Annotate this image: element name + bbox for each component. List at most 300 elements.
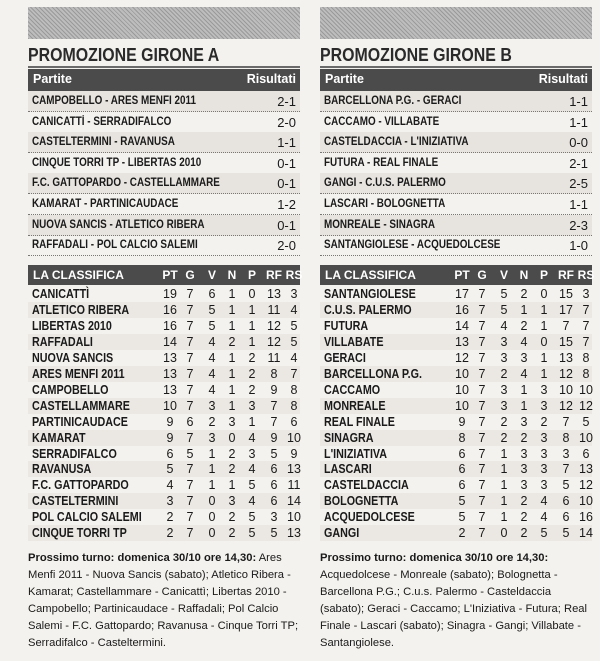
standings-col-rs: RS (285, 268, 303, 282)
standings-row (320, 334, 592, 350)
standings-value: 6 (166, 446, 174, 461)
standings-value: 3 (208, 430, 216, 445)
standings-value: 2 (228, 462, 236, 477)
standings-value: 2 (520, 318, 528, 333)
standings-value: 5 (500, 302, 508, 317)
standings-value: 6 (562, 510, 570, 525)
standings-col-n: N (519, 268, 529, 282)
match-score: 1-1 (277, 135, 296, 151)
match-row (28, 132, 300, 153)
match-score: 1-1 (569, 197, 588, 212)
match-score: 2-0 (277, 238, 296, 254)
standings-value: 13 (287, 526, 301, 541)
standings-value: 7 (478, 398, 486, 413)
standings-value: 4 (208, 366, 216, 381)
standings-value: 13 (455, 334, 469, 349)
next-round-fixtures: Acquedolcese - Monreale (sabato); Bolognetta - Barcellona P.G.; C.u.s. Palermo - Casteldaccia (sabato); Geraci - Caccamo; L'Iniziativa - Futura; Real Finale - Lascari (sabato); Sinagra - Gangi; Villabate - Santangiolese. (320, 569, 588, 649)
standings-value: 1 (248, 414, 256, 429)
standings-value: 6 (562, 494, 570, 509)
standings-value: 2 (458, 526, 466, 541)
standings-value: 2 (520, 526, 528, 541)
standings-value: 13 (163, 350, 177, 365)
standings-value: 9 (290, 446, 298, 461)
standings-value: 3 (500, 334, 508, 349)
standings-value: 1 (520, 398, 528, 413)
standings-value: 10 (579, 494, 593, 509)
standings-value: 9 (166, 414, 174, 429)
standings-value: 4 (520, 334, 528, 349)
standings-value: 5 (562, 478, 570, 493)
standings-title: LA CLASSIFICA (325, 268, 416, 282)
standings-col-pt: PT (454, 268, 470, 282)
standings-value: 10 (455, 382, 469, 397)
standings-value: 5 (500, 287, 508, 301)
standings-value: 7 (478, 446, 486, 461)
standings-value: 8 (582, 350, 590, 365)
next-round-label: Prossimo turno: domenica 30/10 ore 14,30: (28, 552, 257, 564)
standings-value: 4 (540, 494, 548, 509)
standings-row (320, 461, 592, 477)
standings-team: RAFFADALI (32, 334, 93, 349)
standings-value: 10 (287, 430, 301, 445)
standings-value: 7 (186, 526, 194, 541)
standings-value: 7 (478, 302, 486, 317)
standings-value: 1 (520, 302, 528, 317)
standings-value: 4 (540, 510, 548, 525)
standings-value: 1 (540, 366, 548, 381)
standings-value: 5 (166, 462, 174, 477)
standings-value: 5 (208, 318, 216, 333)
standings-row (320, 350, 592, 366)
standings-value: 5 (248, 478, 256, 493)
standings-value: 9 (166, 430, 174, 445)
standings-value: 1 (500, 446, 508, 461)
match-teams: LASCARI - BOLOGNETTA (324, 198, 446, 210)
standings-value: 1 (208, 446, 216, 461)
standings-value: 7 (270, 414, 278, 429)
standings-value: 5 (458, 494, 466, 509)
standings-value: 5 (458, 510, 466, 525)
standings-value: 7 (478, 287, 486, 301)
standings-value: 12 (267, 334, 281, 349)
standings-row (320, 398, 592, 414)
results-header-results: Risultati (246, 72, 296, 86)
standings-value: 4 (248, 494, 256, 509)
standings-value: 17 (455, 287, 469, 301)
standings-value: 14 (579, 526, 593, 541)
standings-value: 2 (248, 382, 256, 397)
match-row (28, 153, 300, 174)
match-row (320, 173, 592, 194)
standings-value: 7 (186, 510, 194, 525)
standings-value: 3 (248, 446, 256, 461)
standings-value: 3 (500, 350, 508, 365)
standings-team: F.C. GATTOPARDO (32, 478, 129, 493)
standings-value: 5 (540, 526, 548, 541)
standings-value: 0 (500, 526, 508, 541)
standings-col-rf: RF (558, 268, 574, 282)
standings-team: L'INIZIATIVA (324, 446, 388, 461)
standings-team: C.U.S. PALERMO (324, 302, 412, 317)
standings-col-n: N (227, 268, 237, 282)
standings-value: 4 (248, 462, 256, 477)
match-row (320, 132, 592, 153)
standings-value: 7 (562, 462, 570, 477)
standings-team: CACCAMO (324, 382, 381, 397)
standings-value: 16 (579, 510, 593, 525)
standings-value: 7 (186, 318, 194, 333)
standings-value: 6 (270, 462, 278, 477)
title-divider (28, 66, 300, 68)
standings-row (28, 493, 300, 509)
standings-value: 3 (270, 510, 278, 525)
girone-title: PROMOZIONE GIRONE B (320, 44, 512, 65)
standings-value: 1 (208, 478, 216, 493)
standings-value: 2 (248, 350, 256, 365)
standings-value: 6 (270, 494, 278, 509)
standings-value: 1 (248, 318, 256, 333)
match-score: 0-1 (277, 155, 296, 171)
standings-value: 7 (478, 366, 486, 381)
standings-team: MONREALE (324, 398, 386, 413)
standings-value: 15 (559, 287, 573, 301)
standings-team: LASCARI (324, 462, 372, 477)
standings-team: BARCELLONA P.G. (324, 366, 422, 381)
standings-value: 4 (208, 382, 216, 397)
standings-col-g: G (185, 268, 195, 282)
standings-value: 3 (500, 382, 508, 397)
standings-value: 15 (559, 334, 573, 349)
standings-value: 4 (248, 430, 256, 445)
results-header-results: Risultati (538, 72, 588, 86)
standings-team: FUTURA (324, 318, 369, 333)
standings-header (28, 265, 303, 285)
standings-value: 7 (582, 334, 590, 349)
standings-value: 5 (248, 510, 256, 525)
match-teams: CAMPOBELLO - ARES MENFI 2011 (32, 95, 196, 107)
standings-value: 1 (228, 382, 236, 397)
standings-value: 6 (270, 478, 278, 493)
match-teams: RAFFADALI - POL CALCIO SALEMI (32, 239, 198, 252)
standings-value: 1 (500, 478, 508, 493)
standings-team: VILLABATE (324, 334, 384, 349)
standings-value: 1 (228, 366, 236, 381)
standings-value: 7 (186, 398, 194, 413)
standings-row (28, 302, 300, 318)
standings-value: 13 (163, 382, 177, 397)
standings-value: 2 (228, 526, 236, 541)
standings-team: KAMARAT (32, 430, 86, 445)
standings-value: 7 (478, 318, 486, 333)
standings-row (320, 493, 592, 509)
standings-value: 1 (500, 494, 508, 509)
standings-col-rs: RS (577, 268, 595, 282)
standings-value: 5 (290, 318, 298, 333)
standings-value: 5 (290, 334, 298, 349)
match-teams: GANGI - C.U.S. PALERMO (324, 177, 446, 190)
standings-value: 13 (579, 462, 593, 477)
standings-value: 4 (290, 350, 298, 365)
standings-value: 10 (559, 382, 573, 397)
standings-value: 3 (520, 462, 528, 477)
standings-value: 13 (287, 462, 301, 477)
standings-team: POL CALCIO SALEMI (32, 510, 142, 525)
standings-value: 10 (287, 510, 301, 525)
standings-team: LIBERTAS 2010 (32, 318, 112, 333)
standings-header (320, 265, 595, 285)
match-teams: CASTELDACCIA - L'INIZIATIVA (324, 136, 469, 149)
standings-value: 7 (478, 334, 486, 349)
standings-value: 3 (248, 398, 256, 413)
standings-value: 4 (166, 478, 174, 493)
standings-value: 6 (208, 287, 216, 301)
match-score: 1-2 (277, 197, 296, 212)
standings-value: 0 (208, 510, 216, 525)
standings-value: 3 (500, 398, 508, 413)
standings-value: 13 (559, 350, 573, 365)
results-header (320, 69, 592, 91)
standings-value: 0 (208, 526, 216, 541)
standings-value: 3 (540, 382, 548, 397)
standings-value: 12 (559, 398, 573, 413)
standings-value: 2 (500, 414, 508, 429)
standings-value: 3 (540, 398, 548, 413)
standings-value: 7 (478, 414, 486, 429)
standings-row (28, 414, 300, 430)
standings-value: 6 (458, 478, 466, 493)
standings-value: 10 (455, 366, 469, 381)
standings-team: CANICATTÌ (32, 287, 90, 301)
standings-col-g: G (477, 268, 487, 282)
standings-value: 7 (478, 462, 486, 477)
standings-row (28, 382, 300, 398)
standings-row (28, 477, 300, 493)
standings-row (28, 318, 300, 334)
standings-row (320, 477, 592, 493)
standings-value: 7 (186, 302, 194, 317)
standings-value: 2 (228, 446, 236, 461)
standings-row (320, 446, 592, 462)
standings-value: 1 (228, 318, 236, 333)
standings-value: 3 (520, 414, 528, 429)
standings-value: 7 (582, 302, 590, 317)
standings-value: 7 (478, 494, 486, 509)
match-row (320, 112, 592, 133)
standings-value: 9 (270, 430, 278, 445)
standings-value: 8 (582, 366, 590, 381)
standings-value: 1 (228, 287, 236, 301)
standings-value: 5 (248, 526, 256, 541)
standings-value: 2 (166, 526, 174, 541)
standings-row (28, 350, 300, 366)
match-row (28, 112, 300, 133)
standings-team: NUOVA SANCIS (32, 350, 114, 365)
match-teams: BARCELLONA P.G. - GERACI (324, 95, 462, 107)
standings-value: 13 (163, 366, 177, 381)
standings-title: LA CLASSIFICA (33, 268, 124, 282)
standings-value: 12 (267, 318, 281, 333)
standings-value: 10 (579, 382, 593, 397)
match-teams: CINQUE TORRI TP - LIBERTAS 2010 (32, 156, 202, 169)
standings-value: 7 (186, 366, 194, 381)
standings-value: 16 (163, 318, 177, 333)
standings-row (28, 446, 300, 462)
standings-value: 3 (228, 494, 236, 509)
standings-value: 2 (228, 510, 236, 525)
standings-value: 1 (540, 318, 548, 333)
standings-value: 1 (540, 350, 548, 365)
standings-value: 14 (287, 494, 301, 509)
standings-team: CASTELDACCIA (324, 478, 409, 493)
standings-value: 10 (455, 398, 469, 413)
standings-value: 3 (228, 414, 236, 429)
standings-value: 3 (520, 478, 528, 493)
standings-value: 0 (540, 287, 548, 301)
standings-col-v: V (499, 268, 508, 282)
standings-team: CASTELTERMINI (32, 494, 119, 509)
standings-value: 3 (208, 398, 216, 413)
match-teams: CASTELTERMINI - RAVANUSA (32, 136, 175, 149)
match-teams: F.C. GATTOPARDO - CASTELLAMMARE (32, 177, 220, 190)
match-score: 2-0 (277, 114, 296, 130)
header-band (320, 7, 592, 39)
standings-value: 7 (478, 526, 486, 541)
standings-value: 2 (520, 287, 528, 301)
standings-value: 7 (562, 414, 570, 429)
match-row (28, 215, 300, 236)
standings-row (320, 414, 592, 430)
match-score: 1-1 (569, 114, 588, 130)
standings-value: 5 (208, 302, 216, 317)
standings-value: 4 (290, 302, 298, 317)
standings-value: 7 (562, 318, 570, 333)
standings-value: 3 (582, 287, 590, 301)
results-header (28, 69, 300, 91)
standings-value: 4 (500, 318, 508, 333)
standings-value: 0 (228, 430, 236, 445)
standings-value: 12 (579, 478, 593, 493)
match-row (320, 235, 592, 256)
standings-value: 11 (267, 302, 281, 317)
standings-value: 2 (520, 510, 528, 525)
standings-row (28, 430, 300, 446)
title-divider (320, 66, 592, 68)
standings-value: 8 (270, 366, 278, 381)
next-round-fixtures: Ares Menfi 2011 - Nuova Sancis (sabato); Atletico Ribera - Kamarat; Castellammare - Canicattì; Libertas 2010 - Campobello; Partinicaudace - Raffadali; Pol Calcio Salemi - F.C. Gattopardo; Ravanusa - Cinque Torri TP; Serradifalco - Casteltermini. (28, 552, 299, 649)
results-header-matches: Partite (325, 72, 364, 86)
match-row (320, 153, 592, 174)
match-row (28, 173, 300, 194)
standings-team: CASTELLAMMARE (32, 398, 130, 413)
next-round (320, 550, 595, 652)
standings-value: 8 (290, 382, 298, 397)
standings-value: 14 (455, 318, 469, 333)
standings-team: CINQUE TORRI TP (32, 526, 127, 541)
standings-value: 1 (228, 350, 236, 365)
standings-row (320, 509, 592, 525)
standings-team: GERACI (324, 350, 366, 365)
standings-value: 12 (579, 398, 593, 413)
standings-value: 1 (500, 510, 508, 525)
match-teams: KAMARAT - PARTINICAUDACE (32, 198, 179, 210)
standings-team: SINAGRA (324, 430, 374, 445)
standings-col-v: V (207, 268, 216, 282)
standings-value: 1 (520, 382, 528, 397)
standings-value: 9 (458, 414, 466, 429)
standings-value: 1 (228, 398, 236, 413)
match-row (28, 194, 300, 215)
standings-value: 2 (500, 366, 508, 381)
standings-value: 16 (163, 302, 177, 317)
standings-value: 0 (248, 287, 256, 301)
standings-value: 4 (208, 350, 216, 365)
standings-value: 3 (290, 287, 298, 301)
header-band (28, 7, 300, 39)
standings-value: 1 (540, 302, 548, 317)
standings-value: 2 (166, 510, 174, 525)
standings-value: 8 (562, 430, 570, 445)
match-score: 2-1 (277, 94, 296, 109)
match-score: 2-3 (569, 217, 588, 233)
standings-row (320, 302, 592, 318)
standings-value: 8 (290, 398, 298, 413)
standings-team: ARES MENFI 2011 (32, 366, 125, 381)
standings-value: 6 (458, 446, 466, 461)
standings-value: 7 (186, 287, 194, 301)
standings-row (320, 525, 592, 541)
match-score: 1-0 (569, 238, 588, 254)
standings-value: 7 (478, 478, 486, 493)
standings-value: 7 (186, 494, 194, 509)
standings-team: GANGI (324, 526, 360, 541)
standings-value: 1 (248, 302, 256, 317)
standings-value: 3 (540, 462, 548, 477)
standings-value: 5 (270, 446, 278, 461)
standings-value: 7 (478, 430, 486, 445)
standings-value: 1 (248, 334, 256, 349)
standings-value: 1 (228, 302, 236, 317)
match-teams: FUTURA - REAL FINALE (324, 156, 439, 169)
next-round-label: Prossimo turno: domenica 30/10 ore 14,30: (320, 552, 549, 564)
standings-value: 1 (228, 478, 236, 493)
standings-value: 6 (290, 414, 298, 429)
standings-row (28, 334, 300, 350)
match-score: 1-1 (569, 94, 588, 109)
match-row (320, 91, 592, 112)
standings-value: 2 (540, 414, 548, 429)
match-teams: NUOVA SANCIS - ATLETICO RIBERA (32, 218, 205, 231)
standings-team: REAL FINALE (324, 414, 395, 429)
match-teams: CACCAMO - VILLABATE (324, 115, 440, 128)
standings-row (320, 286, 592, 302)
standings-row (28, 509, 300, 525)
standings-value: 7 (186, 462, 194, 477)
standings-value: 6 (186, 414, 194, 429)
standings-value: 7 (478, 510, 486, 525)
standings-value: 7 (186, 430, 194, 445)
standings-value: 7 (186, 382, 194, 397)
standings-value: 11 (287, 478, 301, 493)
match-score: 0-1 (277, 176, 296, 192)
match-row (320, 215, 592, 236)
standings-row (320, 430, 592, 446)
standings-value: 2 (520, 430, 528, 445)
standings-col-p: P (247, 268, 256, 282)
standings-value: 10 (579, 430, 593, 445)
standings-team: CAMPOBELLO (32, 382, 109, 397)
standings-team: RAVANUSA (32, 462, 92, 477)
standings-value: 5 (562, 526, 570, 541)
